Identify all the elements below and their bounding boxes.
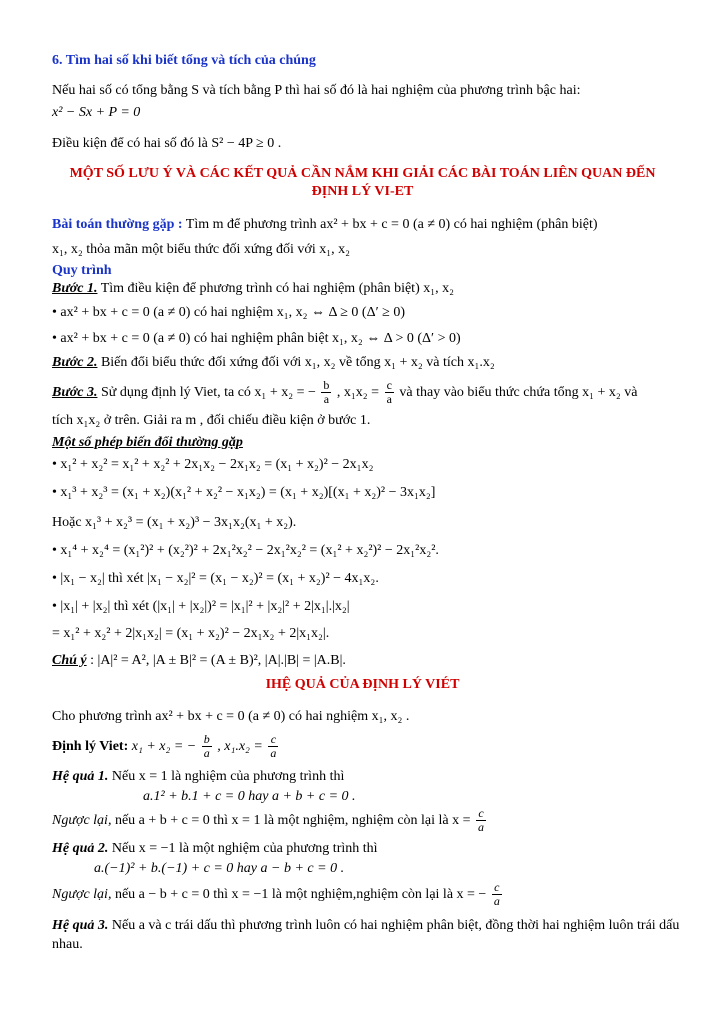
transform-1: • x₁² + x₂² = x₁² + x₂² + 2x₁x₂ − 2x₁x₂ = (x₁ + x₂)² − 2x₁x₂: [52, 457, 374, 472]
hq1-equation: a.1² + b.1 + c = 0 hay a + b + c = 0 .: [143, 789, 356, 804]
heading-main-line1: MỘT SỐ LƯU Ý VÀ CÁC KẾT QUẢ CẦN NẮM KHI GIẢI CÁC BÀI TOÁN LIÊN QUAN ĐẾN: [69, 166, 656, 181]
hq2-label: Hệ quả 2.: [52, 841, 109, 856]
step2: [52, 354, 697, 371]
transform-5: • |x₁ − x₂| thì xét |x₁ − x₂|² = (x₁ − x₂)² = (x₁ + x₂)² − 4x₁x₂.: [52, 571, 379, 586]
section6-line1: Nếu hai số có tổng bằng S và tích bằng P thì hai số đó là hai nghiệm của phương trình bậc hai:: [52, 83, 581, 98]
hq3-label: Hệ quả 3.: [52, 918, 109, 933]
viet-a: x₁ + x₂ = −: [131, 739, 197, 754]
problem-line1: [52, 216, 697, 233]
frac-den: a: [493, 894, 500, 909]
viet-theorem: [52, 732, 697, 762]
hq1-converse: [52, 806, 697, 836]
heading-main-line2: ĐỊNH LÝ VI-ET: [311, 184, 414, 199]
fraction-b-over-a: [321, 379, 331, 406]
fraction-c-over-a: [492, 881, 502, 908]
step3-line2: tích x₁x₂ ở trên. Giải ra m , đối chiếu điều kiện ở bước 1.: [52, 413, 371, 428]
bullet2: • ax² + bx + c = 0 (a ≠ 0) có hai nghiệm phân biệt x₁, x₂ ⇔ Δ > 0 (Δ′ > 0): [52, 331, 461, 346]
hq2: [52, 840, 697, 857]
section6-condition: Điều kiện để có hai số đó là S² − 4P ≥ 0 .: [52, 136, 282, 151]
step3-text-a: Sử dụng định lý Viet, ta có x₁ + x₂ = −: [100, 385, 316, 400]
transform-2: • x₁³ + x₂³ = (x₁ + x₂)(x₁² + x₂² − x₁x₂) = (x₁ + x₂)[(x₁ + x₂)² − 3x₁x₂]: [52, 485, 436, 500]
frac-den: a: [478, 820, 485, 835]
hq2-text: Nếu x = −1 là một nghiệm của phương trình thì: [111, 841, 378, 856]
viet-label: Định lý Viet:: [52, 739, 129, 754]
frac-num: c: [386, 378, 392, 393]
fraction-c-over-a: [476, 807, 486, 834]
section6-title: 6. Tìm hai số khi biết tổng và tích của chúng: [52, 53, 316, 68]
transform-3: Hoặc x₁³ + x₂³ = (x₁ + x₂)³ − 3x₁x₂(x₁ + x₂).: [52, 515, 297, 530]
hq2-equation: a.(−1)² + b.(−1) + c = 0 hay a − b + c = 0 .: [94, 861, 345, 876]
frac-den: a: [203, 746, 210, 761]
problem-text1: Tìm m để phương trình ax² + bx + c = 0 (a ≠ 0) có hai nghiệm (phân biệt): [185, 217, 598, 232]
bullet1: • ax² + bx + c = 0 (a ≠ 0) có hai nghiệm x₁, x₂ ⇔ Δ ≥ 0 (Δ′ ≥ 0): [52, 305, 405, 320]
hq2-converse-label: Ngược lại,: [52, 887, 112, 902]
hq1-label: Hệ quả 1.: [52, 769, 109, 784]
procedure-title: Quy trình: [52, 263, 112, 278]
frac-num: c: [476, 807, 486, 821]
fraction-c-over-a: [268, 733, 278, 760]
hq1: [52, 768, 697, 785]
fraction-b-over-a: [202, 733, 212, 760]
transforms-title: Một số phép biến đổi thường gặp: [52, 435, 243, 450]
transform-7: = x₁² + x₂² + 2|x₁x₂| = (x₁ + x₂)² − 2x₁x₂ + 2|x₁x₂|.: [52, 626, 330, 641]
step3-label: Bước 3.: [52, 385, 98, 400]
frac-den: a: [386, 392, 392, 407]
step3-text-b: , x₁x₂ =: [336, 385, 380, 400]
hq1-text: Nếu x = 1 là nghiệm của phương trình thì: [111, 769, 345, 784]
fraction-c-over-a: [385, 379, 394, 406]
frac-num: b: [323, 378, 330, 393]
section6-equation: x² − Sx + P = 0: [52, 105, 141, 120]
step1-text: Tìm điều kiện để phương trình có hai nghiệm (phân biệt) x₁, x₂: [100, 281, 454, 296]
transform-4: • x₁⁴ + x₂⁴ = (x₁²)² + (x₂²)² + 2x₁²x₂² − 2x₁²x₂² = (x₁² + x₂²)² − 2x₁²x₂².: [52, 543, 439, 558]
step1: [52, 280, 697, 297]
step2-label: Bước 2.: [52, 355, 98, 370]
problem-line2: x₁, x₂ thỏa mãn một biểu thức đối xứng đối với x₁, x₂: [52, 242, 350, 257]
hq3: [52, 916, 697, 954]
heading-consequence: IHỆ QUẢ CỦA ĐỊNH LÝ VIÉT: [265, 677, 460, 692]
hq2-converse: [52, 880, 697, 910]
step3-text-c: và thay vào biểu thức chứa tổng x₁ + x₂ và: [399, 385, 638, 400]
hq1-converse-text: nếu a + b + c = 0 thì x = 1 là một nghiệm, nghiệm còn lại là x =: [114, 813, 471, 828]
transform-6: • |x₁| + |x₂| thì xét (|x₁| + |x₂|)² = |x₁|² + |x₂|² + 2|x₁|.|x₂|: [52, 599, 350, 614]
frac-num: c: [268, 733, 278, 747]
step2-text: Biến đổi biểu thức đối xứng đối với x₁, x₂ về tổng x₁ + x₂ và tích x₁.x₂: [100, 355, 495, 370]
step1-label: Bước 1.: [52, 281, 98, 296]
viet-b: , x₁.x₂ =: [217, 739, 263, 754]
frac-num: b: [203, 732, 210, 747]
hq1-converse-label: Ngược lại,: [52, 813, 112, 828]
problem-label: Bài toán thường gặp :: [52, 217, 183, 232]
hq2-converse-text: nếu a − b + c = 0 thì x = −1 là một nghiệm,nghiệm còn lại là x = −: [114, 887, 487, 902]
step3: [52, 378, 697, 408]
frac-den: a: [323, 392, 330, 407]
consequence-intro: Cho phương trình ax² + bx + c = 0 (a ≠ 0) có hai nghiệm x₁, x₂ .: [52, 709, 410, 724]
hq3-text: Nếu a và c trái dấu thì phương trình luôn có hai nghiệm phân biệt, đồng thời hai nghiệm luôn trái dấu nhau.: [52, 918, 680, 952]
note: [52, 652, 697, 669]
frac-den: a: [270, 746, 277, 761]
frac-num: c: [492, 881, 502, 895]
note-label: Chú ý: [52, 653, 87, 668]
note-text: : |A|² = A², |A ± B|² = (A ± B)², |A|.|B| = |A.B|.: [90, 653, 346, 668]
